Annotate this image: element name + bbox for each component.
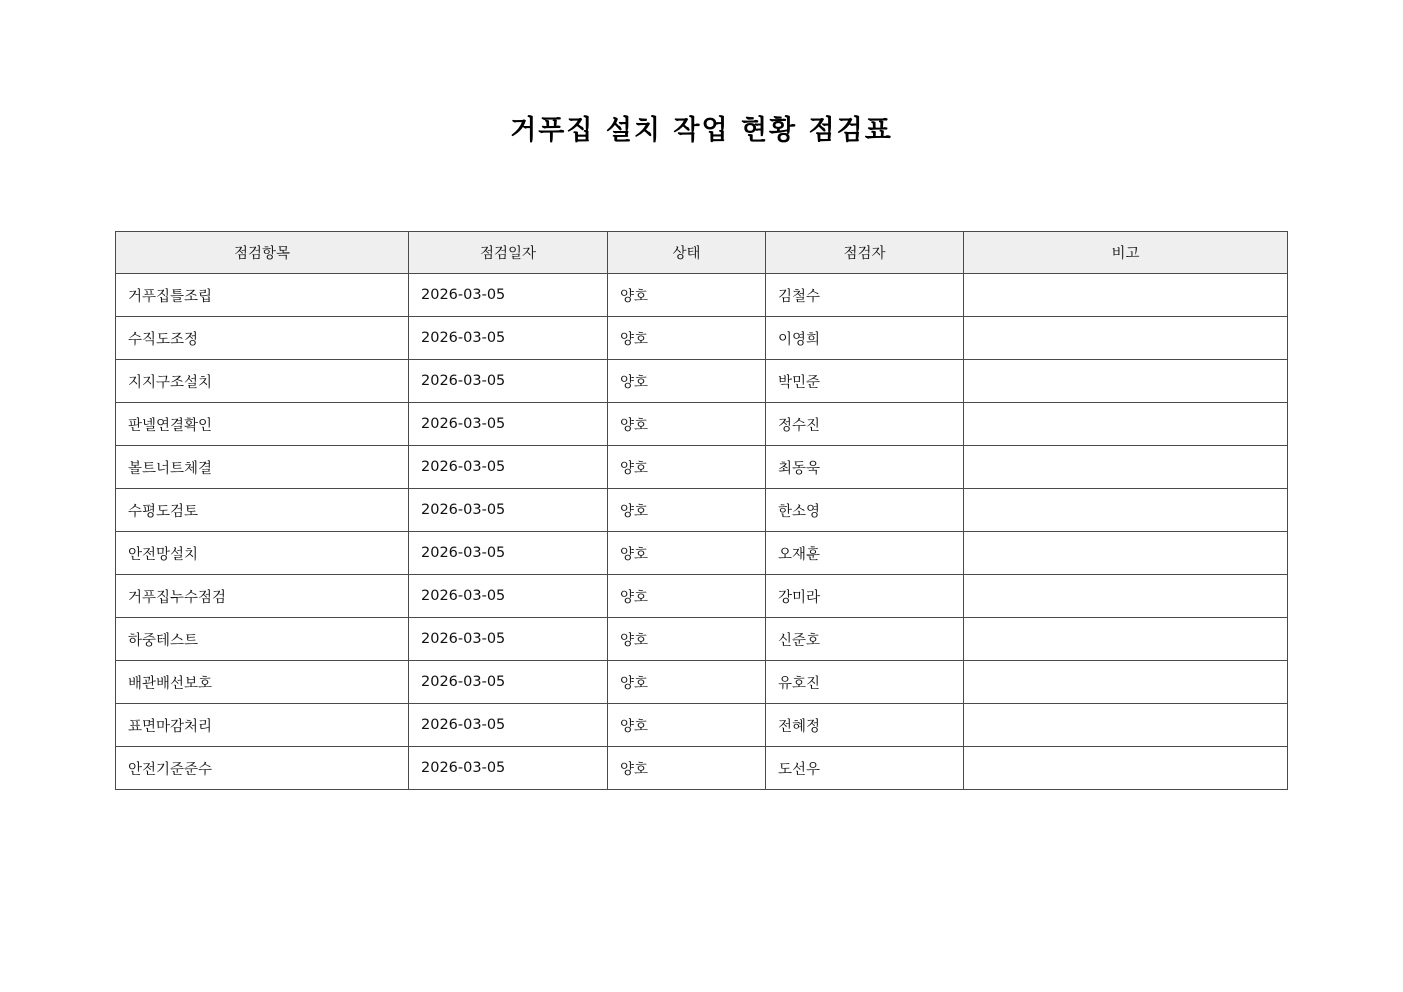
page-title: 거푸집 설치 작업 현황 점검표 (510, 115, 893, 146)
cell-item: 판넬연결확인 (116, 403, 409, 446)
table-row (116, 274, 1288, 317)
table-body (116, 274, 1288, 790)
cell-status: 양호 (608, 360, 766, 403)
cell-inspector: 오재훈 (766, 532, 964, 575)
cell-date: 2026-03-05 (409, 661, 608, 704)
cell-date: 2026-03-05 (409, 317, 608, 360)
cell-status: 양호 (608, 403, 766, 446)
cell-item: 지지구조설치 (116, 360, 409, 403)
cell-inspector: 도선우 (766, 747, 964, 790)
column-header-item: 점검항목 (116, 232, 409, 274)
column-header-remark: 비고 (964, 232, 1288, 274)
cell-remark (964, 317, 1288, 360)
cell-date: 2026-03-05 (409, 489, 608, 532)
table-header-row (116, 232, 1288, 274)
checklist-table (115, 231, 1288, 790)
cell-status: 양호 (608, 575, 766, 618)
table-row (116, 403, 1288, 446)
table-row (116, 704, 1288, 747)
cell-remark (964, 403, 1288, 446)
checklist-table-container (115, 231, 1287, 790)
column-header-inspector: 점검자 (766, 232, 964, 274)
cell-inspector: 전혜정 (766, 704, 964, 747)
cell-remark (964, 704, 1288, 747)
cell-remark (964, 532, 1288, 575)
table-row (116, 446, 1288, 489)
cell-status: 양호 (608, 489, 766, 532)
cell-item: 하중테스트 (116, 618, 409, 661)
cell-remark (964, 446, 1288, 489)
cell-date: 2026-03-05 (409, 747, 608, 790)
cell-status: 양호 (608, 532, 766, 575)
cell-date: 2026-03-05 (409, 575, 608, 618)
cell-remark (964, 661, 1288, 704)
cell-item: 표면마감처리 (116, 704, 409, 747)
cell-remark (964, 489, 1288, 532)
cell-remark (964, 618, 1288, 661)
cell-inspector: 신준호 (766, 618, 964, 661)
table-row (116, 575, 1288, 618)
table-row (116, 489, 1288, 532)
cell-inspector: 이영희 (766, 317, 964, 360)
column-header-status: 상태 (608, 232, 766, 274)
cell-date: 2026-03-05 (409, 360, 608, 403)
cell-inspector: 유호진 (766, 661, 964, 704)
cell-remark (964, 274, 1288, 317)
cell-status: 양호 (608, 446, 766, 489)
cell-status: 양호 (608, 661, 766, 704)
table-row (116, 618, 1288, 661)
table-header (116, 232, 1288, 274)
table-row (116, 532, 1288, 575)
cell-inspector: 강미라 (766, 575, 964, 618)
cell-item: 안전기준준수 (116, 747, 409, 790)
table-row (116, 360, 1288, 403)
cell-date: 2026-03-05 (409, 403, 608, 446)
column-header-date: 점검일자 (409, 232, 608, 274)
cell-status: 양호 (608, 704, 766, 747)
table-row (116, 747, 1288, 790)
cell-status: 양호 (608, 317, 766, 360)
cell-item: 배관배선보호 (116, 661, 409, 704)
cell-date: 2026-03-05 (409, 446, 608, 489)
cell-inspector: 최동욱 (766, 446, 964, 489)
table-row (116, 661, 1288, 704)
cell-item: 거푸집누수점검 (116, 575, 409, 618)
cell-item: 수평도검토 (116, 489, 409, 532)
table-row (116, 317, 1288, 360)
cell-remark (964, 747, 1288, 790)
cell-item: 안전망설치 (116, 532, 409, 575)
cell-remark (964, 360, 1288, 403)
cell-date: 2026-03-05 (409, 618, 608, 661)
cell-date: 2026-03-05 (409, 274, 608, 317)
cell-inspector: 한소영 (766, 489, 964, 532)
cell-item: 수직도조정 (116, 317, 409, 360)
cell-status: 양호 (608, 618, 766, 661)
cell-remark (964, 575, 1288, 618)
cell-item: 볼트너트체결 (116, 446, 409, 489)
cell-date: 2026-03-05 (409, 704, 608, 747)
cell-status: 양호 (608, 747, 766, 790)
cell-status: 양호 (608, 274, 766, 317)
cell-item: 거푸집틀조립 (116, 274, 409, 317)
cell-inspector: 정수진 (766, 403, 964, 446)
cell-inspector: 김철수 (766, 274, 964, 317)
cell-date: 2026-03-05 (409, 532, 608, 575)
cell-inspector: 박민준 (766, 360, 964, 403)
